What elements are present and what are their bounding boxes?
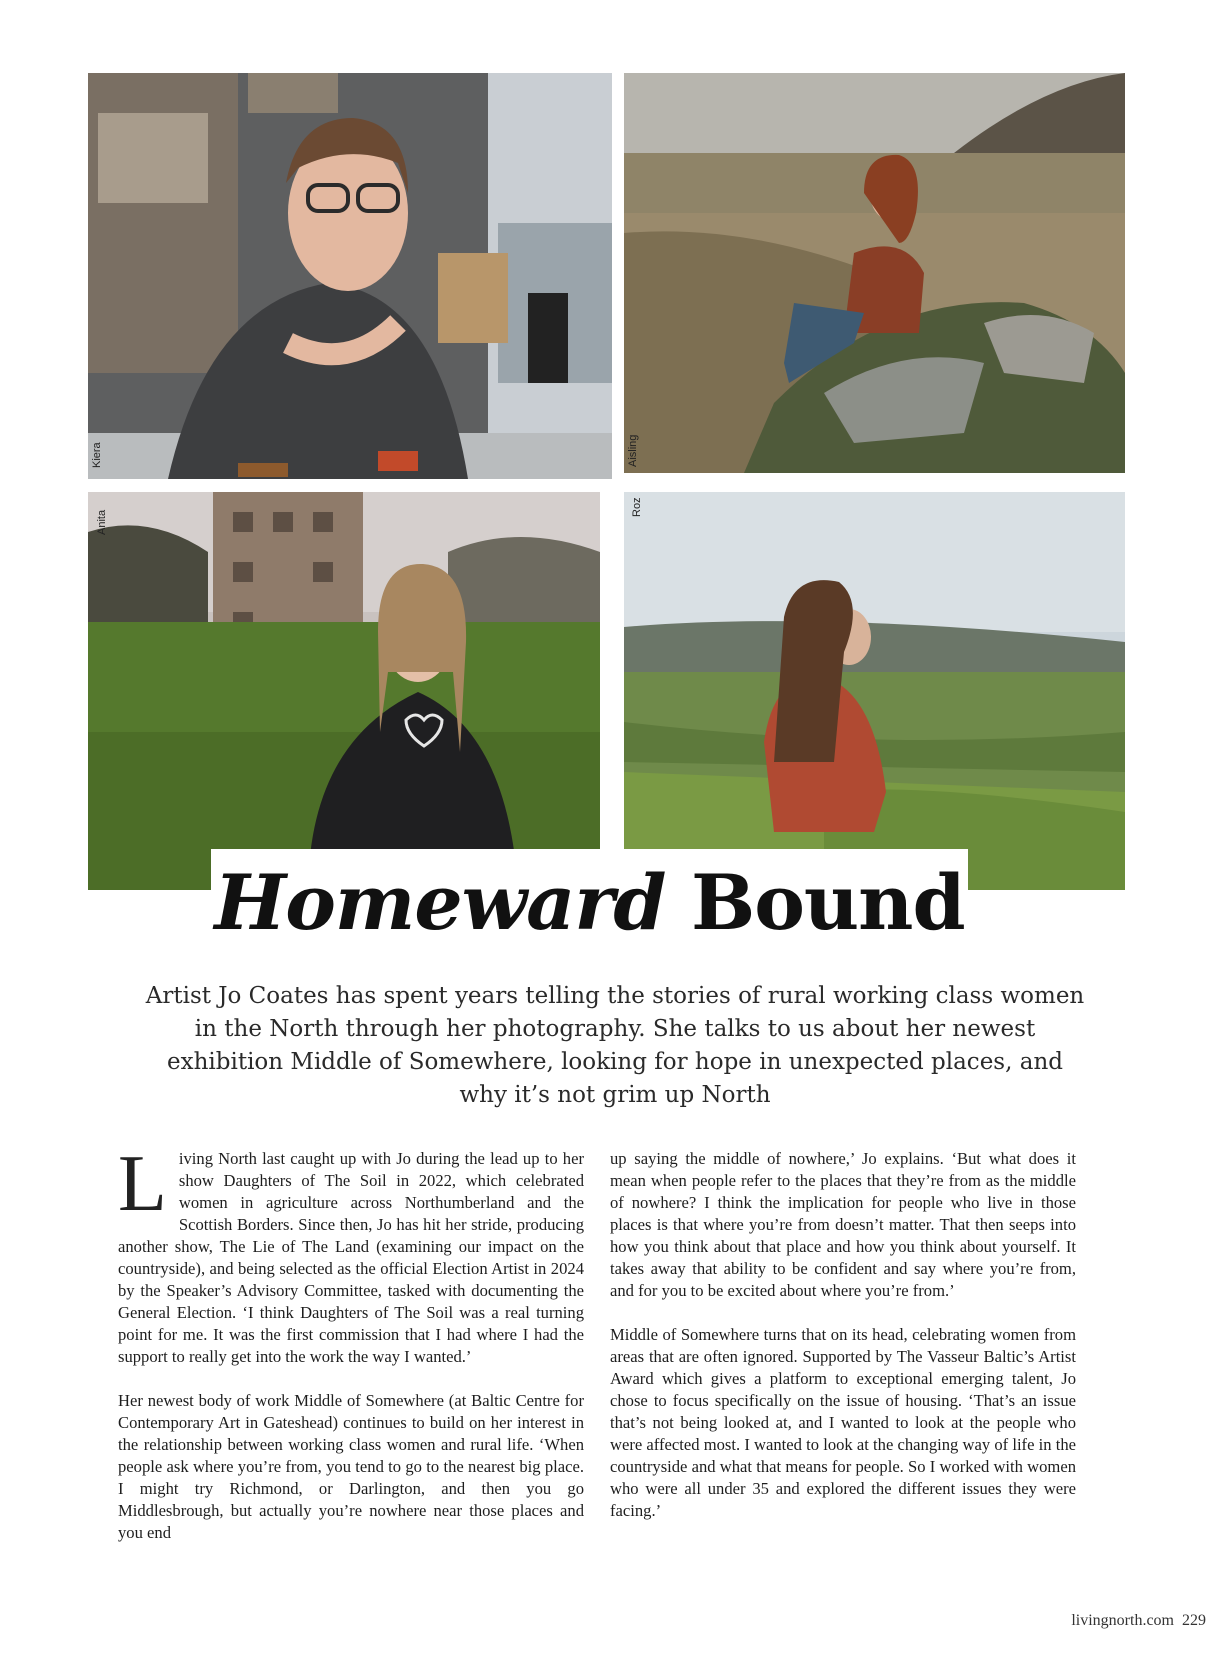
photo-roz-image [624,492,1125,890]
headline [211,858,968,948]
photo-anita [88,492,600,890]
photo-roz [624,492,1125,890]
body-paragraph-text: iving North last caught up with Jo during the lead up to her show Daughters of The Soil in 2022, which celebrated women in agriculture across Northumberland and the Scottish Borders. Since then, Jo has hit her stride, producing another show, The Lie of The Land (examining our impact on the countryside), and being selected as the official Election Artist in 2024 by the Speaker’s Advisory Committee, tasked with documenting the General Election. ‘I think Daughters of The Soil was a real turning point for me. It was the first commission that I had where I had the support to really get into the work the way I wanted.’ [118,1149,584,1366]
page-number: 229 [1182,1612,1206,1629]
photo-credit-roz: Roz [631,497,643,517]
photo-credit-kiera: Kiera [91,442,103,468]
photo-kiera [88,73,612,479]
body-paragraph [118,1140,584,1368]
standfirst: Artist Jo Coates has spent years telling the stories of rural working class women in the North through her photography. She talks to us about her newest exhibition Middle of Somewhere, looking for hope in unexpected places, and why it’s not grim up North [145,983,1085,1108]
body-paragraph: Her newest body of work Middle of Somewhere (at Baltic Centre for Contemporary Art in Gateshead) continues to build on her interest in the relationship between working class women and rural life. ‘When people ask where you’re from, you tend to go to the nearest big place. I might try Richmond, or Darlington, and then you go Middlesbrough, but actually you’re nowhere near those places and you end [118,1391,584,1542]
photo-kiera-image [88,73,612,479]
headline-regular: Bound [691,858,965,947]
body-paragraph: Middle of Somewhere turns that on its head, celebrating women from areas that are often ignored. Supported by The Vasseur Baltic’s Artist Award which gives a platform to exceptional emerging talent, Jo chose to focus specifically on the issue of housing. ‘That’s an issue that’s not being looked at, and I wanted to look at the people who were affected most. I wanted to look at the changing way of life in the countryside and what that means for people. So I worked with women who were all under 35 and explored the different issues they were facing.’ [610,1325,1076,1520]
photo-aisling-image [624,73,1125,473]
body-column-right [610,1148,1076,1544]
drop-cap: L [118,1140,167,1228]
headline-italic: Homeward [214,858,666,947]
photo-anita-image [88,492,600,890]
photo-credit-anita: Anita [96,509,108,535]
body-column-left [118,1140,584,1566]
body-paragraph: up saying the middle of nowhere,’ Jo explains. ‘But what does it mean when people refer to the places that they’re from as the middle of nowhere? I think the implication for people who live in those places is that where you’re from doesn’t matter. That then seeps into how you think about that place and how you think about yourself. It takes away that ability to be confident and say where you’re from, and for you to be excited about where you’re from.’ [610,1149,1076,1300]
footer-site: livingnorth.com [1071,1612,1174,1629]
photo-credit-aisling: Aisling [627,434,639,467]
page-footer [1071,1612,1206,1630]
photo-aisling [624,73,1125,473]
